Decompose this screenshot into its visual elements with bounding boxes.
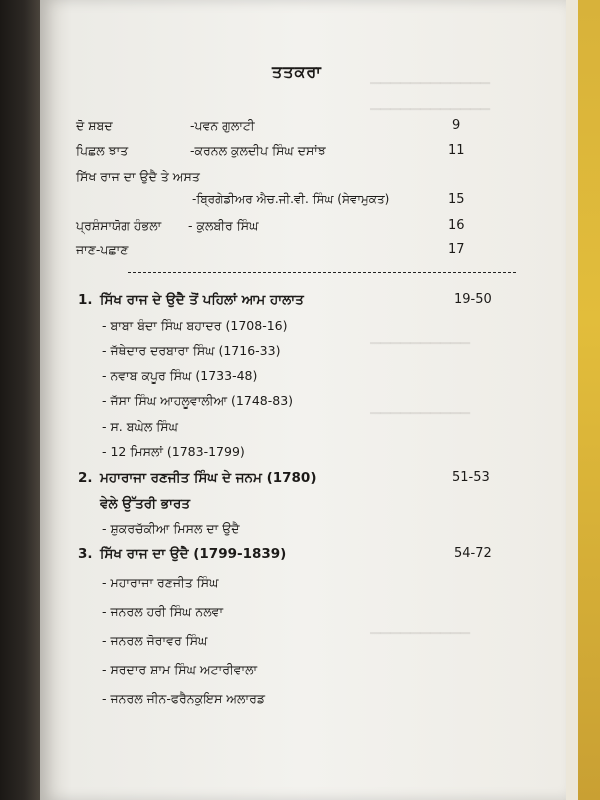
chapter-item: - ਜਨਰਲ ਹਰੀ ਸਿੰਘ ਨਲਵਾ [102,604,224,619]
chapter-pages: 19-50 [454,292,492,307]
show-through-text: ▁▁▁▁▁▁▁▁▁▁ [370,620,470,635]
chapter-item: - ਸ. ਬਘੇਲ ਸਿੰਘ [102,419,178,434]
book-spine-shadow [0,0,40,800]
chapter-title: ਸਿੱਖ ਰਾਜ ਦਾ ਉਦੈ (1799-1839) [100,546,287,562]
chapter-item: - ਜੱਥੇਦਾਰ ਦਰਬਾਰਾ ਸਿੰਘ (1716-33) [102,343,281,358]
facing-page-edge [566,0,578,800]
fm-page: 9 [452,118,461,133]
chapter-item: - ਸਰਦਾਰ ਸ਼ਾਮ ਸਿੰਘ ਅਟਾਰੀਵਾਲਾ [102,662,258,677]
chapter-item: - ਜੱਸਾ ਸਿੰਘ ਆਹਲੂਵਾਲੀਆ (1748-83) [102,393,294,408]
fm-label: ਪਿਛਲ ਝਾਤ [76,143,129,158]
fm-author: -ਕਰਨਲ ਕੁਲਦੀਪ ਸਿੰਘ ਦਸਾਂਝ [190,143,326,158]
chapter-item: - ਮਹਾਰਾਜਾ ਰਣਜੀਤ ਸਿੰਘ [102,575,219,590]
fm-page: 15 [448,192,465,207]
fm-label: ਪ੍ਰਸ਼ੰਸਾਯੋਗ ਹੰਭਲਾ [76,218,162,233]
chapter-number: 2. [78,470,93,486]
book-page [40,0,566,800]
fm-author: -ਬ੍ਰਿਗੇਡੀਅਰ ਐਚ.ਜੀ.ਵੀ. ਸਿੰਘ (ਸੇਵਾਮੁਕਤ) [192,192,390,206]
show-through-text: ▁▁▁▁▁▁▁▁▁▁▁▁ [370,96,490,111]
fm-label: ਸਿੱਖ ਰਾਜ ਦਾ ਉਦੈ ਤੇ ਅਸਤ [76,169,200,184]
chapter-item: - 12 ਮਿਸਲਾਂ (1783-1799) [102,444,245,459]
chapter-item: - ਜਨਰਲ ਜੋਰਾਵਰ ਸਿੰਘ [102,633,208,648]
chapter-title: ਮਹਾਰਾਜਾ ਰਣਜੀਤ ਸਿੰਘ ਦੇ ਜਨਮ (1780) [100,470,317,486]
chapter-item: - ਨਵਾਬ ਕਪੂਰ ਸਿੰਘ (1733-48) [102,368,258,383]
fm-label: ਜਾਣ-ਪਛਾਣ [76,242,129,257]
chapter-item: - ਜਨਰਲ ਜੀਨ-ਫਰੈਨਕੁਇਸ ਅਲਾਰਡ [102,691,265,706]
chapter-pages: 51-53 [452,470,490,485]
fm-page: 17 [448,242,465,257]
show-through-text: ▁▁▁▁▁▁▁▁▁▁▁▁ [370,70,490,85]
chapter-item: - ਬਾਬਾ ਬੰਦਾ ਸਿੰਘ ਬਹਾਦਰ (1708-16) [102,318,288,333]
show-through-text: ▁▁▁▁▁▁▁▁▁▁ [370,400,470,415]
page-title: ਤਤਕਰਾ [272,62,322,81]
show-through-text: ▁▁▁▁▁▁▁▁▁▁ [370,330,470,345]
chapter-number: 3. [78,546,93,562]
fm-label: ਦੋ ਸ਼ਬਦ [76,118,113,133]
chapter-title: ਸਿੱਖ ਰਾਜ ਦੇ ਉਦੈ ਤੋਂ ਪਹਿਲਾਂ ਆਮ ਹਾਲਾਤ [100,292,304,308]
chapter-title-line2: ਵੇਲੇ ਉੱਤਰੀ ਭਾਰਤ [100,496,191,512]
chapter-item: - ਸ਼ੁਕਰਚੱਕੀਆ ਮਿਸਲ ਦਾ ਉਦੈ [102,521,240,536]
fm-author: -ਪਵਨ ਗੁਲਾਟੀ [190,118,255,133]
chapter-pages: 54-72 [454,546,492,561]
facing-page-yellow [578,0,600,800]
fm-page: 11 [448,143,465,158]
dashed-divider [128,272,516,273]
chapter-number: 1. [78,292,93,308]
fm-page: 16 [448,218,465,233]
fm-author: - ਕੁਲਬੀਰ ਸਿੰਘ [188,218,259,233]
